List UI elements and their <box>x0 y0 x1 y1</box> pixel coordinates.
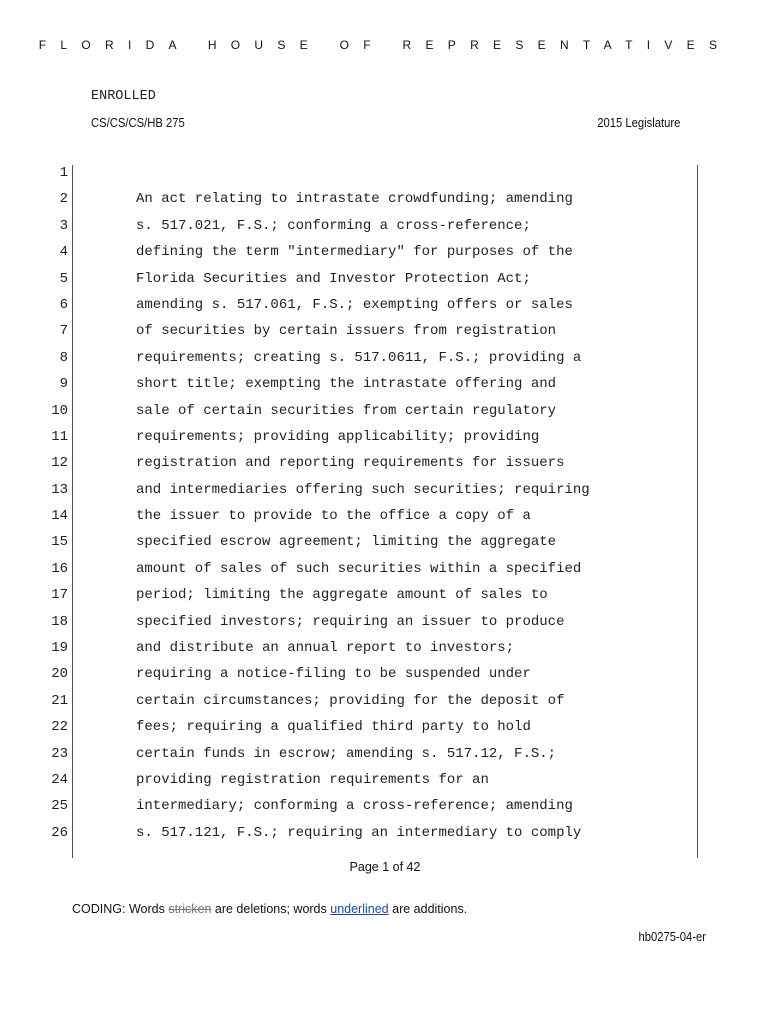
bill-line <box>0 531 770 557</box>
line-number: 25 <box>51 798 68 815</box>
line-number: 20 <box>51 666 68 683</box>
line-number: 24 <box>51 771 68 788</box>
bill-line <box>0 558 770 584</box>
coding-underlined: underlined <box>330 902 389 916</box>
bill-line <box>0 162 770 188</box>
bill-line <box>0 795 770 821</box>
bill-line <box>0 347 770 373</box>
enrolled-label: ENROLLED <box>91 89 156 104</box>
line-number: 16 <box>51 560 68 577</box>
line-text: the issuer to provide to the office a copy of a <box>136 508 531 525</box>
line-text: specified investors; requiring an issuer to produce <box>136 613 565 630</box>
bill-line <box>0 268 770 294</box>
line-number: 19 <box>51 640 68 657</box>
line-number: 12 <box>51 455 68 472</box>
coding-suffix: are additions. <box>392 902 468 916</box>
coding-prefix: CODING: Words <box>72 902 165 916</box>
line-number: 3 <box>59 217 68 234</box>
line-number: 8 <box>59 349 68 366</box>
line-text: period; limiting the aggregate amount of sales to <box>136 587 548 604</box>
line-number: 9 <box>59 376 68 393</box>
bill-line <box>0 400 770 426</box>
line-number: 5 <box>59 270 68 287</box>
line-text: of securities by certain issuers from registration <box>136 323 557 340</box>
line-text: s. 517.021, F.S.; conforming a cross-reference; <box>136 217 531 234</box>
coding-legend <box>72 902 467 916</box>
line-text: specified escrow agreement; limiting the aggregate <box>136 534 557 551</box>
coding-mid: are deletions; words <box>214 902 327 916</box>
bill-line <box>0 373 770 399</box>
bill-line <box>0 769 770 795</box>
line-number: 11 <box>51 428 68 445</box>
bill-line <box>0 188 770 214</box>
bill-text <box>0 162 770 848</box>
bill-line <box>0 822 770 848</box>
line-number: 2 <box>59 191 68 208</box>
bill-line <box>0 611 770 637</box>
bill-line <box>0 716 770 742</box>
coding-stricken: stricken <box>168 902 212 916</box>
bill-line <box>0 663 770 689</box>
line-text: amount of sales of such securities within a specified <box>136 560 582 577</box>
line-number: 14 <box>51 508 68 525</box>
bill-line <box>0 479 770 505</box>
line-number: 22 <box>51 719 68 736</box>
line-number: 26 <box>51 824 68 841</box>
line-text: defining the term "intermediary" for purposes of the <box>136 244 573 261</box>
line-text: certain funds in escrow; amending s. 517.12, F.S.; <box>136 745 557 762</box>
line-number: 7 <box>59 323 68 340</box>
line-text: registration and reporting requirements for issuers <box>136 455 565 472</box>
line-number: 23 <box>51 745 68 762</box>
line-number: 17 <box>51 587 68 604</box>
bill-line <box>0 452 770 478</box>
line-text: s. 517.121, F.S.; requiring an intermediary to comply <box>136 824 582 841</box>
line-text: requirements; providing applicability; providing <box>136 428 540 445</box>
bill-line <box>0 505 770 531</box>
line-text: amending s. 517.061, F.S.; exempting offers or sales <box>136 296 573 313</box>
bill-line <box>0 690 770 716</box>
bill-line <box>0 215 770 241</box>
file-code: hb0275-04-er <box>638 930 706 944</box>
line-text: and distribute an annual report to investors; <box>136 640 515 657</box>
line-text: short title; exempting the intrastate offering and <box>136 376 557 393</box>
bill-line <box>0 426 770 452</box>
line-text: intermediary; conforming a cross-reference; amending <box>136 798 573 815</box>
line-text: Florida Securities and Investor Protection Act; <box>136 270 531 287</box>
page-number: Page 1 of 42 <box>349 860 421 874</box>
bill-line <box>0 294 770 320</box>
line-text: fees; requiring a qualified third party to hold <box>136 719 531 736</box>
bill-line <box>0 637 770 663</box>
line-number: 4 <box>59 244 68 261</box>
line-text: and intermediaries offering such securities; requiring <box>136 481 590 498</box>
line-number: 18 <box>51 613 68 630</box>
line-text: requirements; creating s. 517.0611, F.S.; providing a <box>136 349 582 366</box>
bill-number: CS/CS/CS/HB 275 <box>91 116 185 130</box>
line-number: 10 <box>51 402 68 419</box>
bill-line <box>0 584 770 610</box>
line-number: 1 <box>59 165 68 181</box>
chamber-header: FLORIDA HOUSE OF REPRESENTATIVES <box>38 38 732 52</box>
line-text: requiring a notice-filing to be suspended under <box>136 666 531 683</box>
line-number: 21 <box>51 692 68 709</box>
bill-line <box>0 743 770 769</box>
line-number: 15 <box>51 534 68 551</box>
line-text: providing registration requirements for an <box>136 771 489 788</box>
bill-line <box>0 241 770 267</box>
session-label: 2015 Legislature <box>596 116 680 130</box>
line-number: 6 <box>59 296 68 313</box>
line-text: An act relating to intrastate crowdfunding; amending <box>136 191 573 208</box>
bill-line <box>0 320 770 346</box>
line-text: sale of certain securities from certain regulatory <box>136 402 557 419</box>
line-text: certain circumstances; providing for the deposit of <box>136 692 565 709</box>
line-number: 13 <box>51 481 68 498</box>
